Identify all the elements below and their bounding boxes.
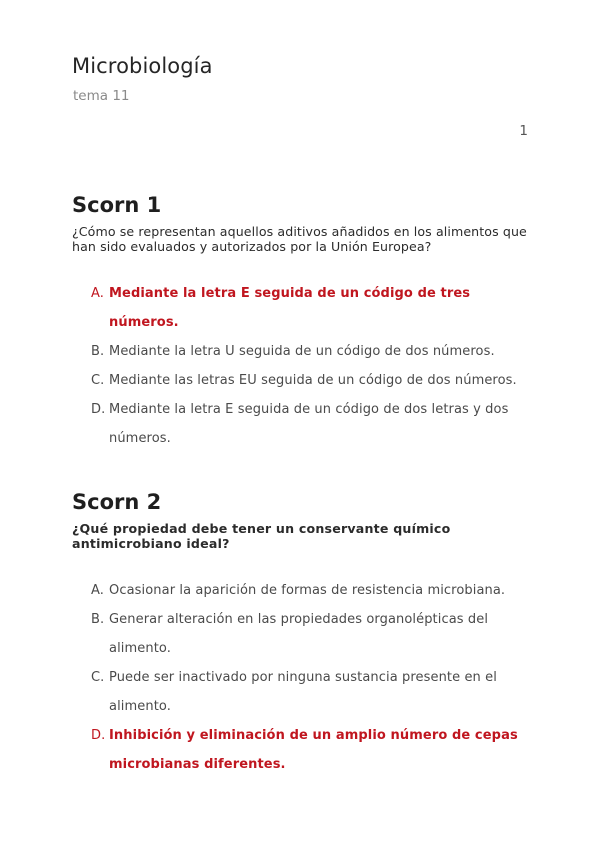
answer-options — [72, 576, 532, 779]
answer-option-c — [72, 366, 532, 395]
option-text: Mediante la letra E seguida de un código de dos letras y dos números. — [109, 402, 509, 446]
option-text: Inhibición y eliminación de un amplio número de cepas microbianas diferentes. — [109, 728, 518, 772]
section-title: Scorn 1 — [72, 193, 162, 217]
answer-option-a — [72, 576, 532, 605]
page-number: 1 — [519, 123, 528, 139]
answer-option-d — [72, 395, 532, 453]
question-text: ¿Cómo se representan aquellos aditivos añadidos en los alimentos que han sido evaluados y autorizados por la Unión Europea? — [72, 224, 527, 254]
option-text: Ocasionar la aparición de formas de resistencia microbiana. — [109, 583, 506, 598]
option-letter: D. — [91, 402, 106, 417]
option-text: Puede ser inactivado por ninguna sustancia presente en el alimento. — [109, 670, 497, 714]
answer-options — [72, 279, 532, 453]
document-subtitle: tema 11 — [73, 88, 130, 104]
answer-option-c — [72, 663, 532, 721]
section-title: Scorn 2 — [72, 490, 162, 514]
option-text: Generar alteración en las propiedades organolépticas del alimento. — [109, 612, 489, 656]
option-text: Mediante la letra E seguida de un código de tres números. — [109, 286, 471, 330]
answer-option-d — [72, 721, 532, 779]
option-letter: C. — [91, 373, 105, 388]
answer-option-b — [72, 337, 532, 366]
option-letter: B. — [91, 344, 105, 359]
option-letter: C. — [91, 670, 105, 685]
option-text: Mediante las letras EU seguida de un código de dos números. — [109, 373, 517, 388]
document-title: Microbiología — [72, 54, 213, 78]
question-text: ¿Qué propiedad debe tener un conservante químico antimicrobiano ideal? — [72, 521, 451, 551]
option-letter: B. — [91, 612, 105, 627]
option-letter: D. — [91, 728, 106, 743]
option-letter: A. — [91, 583, 104, 598]
option-letter: A. — [91, 286, 104, 301]
answer-option-b — [72, 605, 532, 663]
question-section-2 — [72, 489, 532, 779]
option-text: Mediante la letra U seguida de un código de dos números. — [109, 344, 495, 359]
answer-option-a — [72, 279, 532, 337]
question-section-1 — [72, 192, 532, 453]
